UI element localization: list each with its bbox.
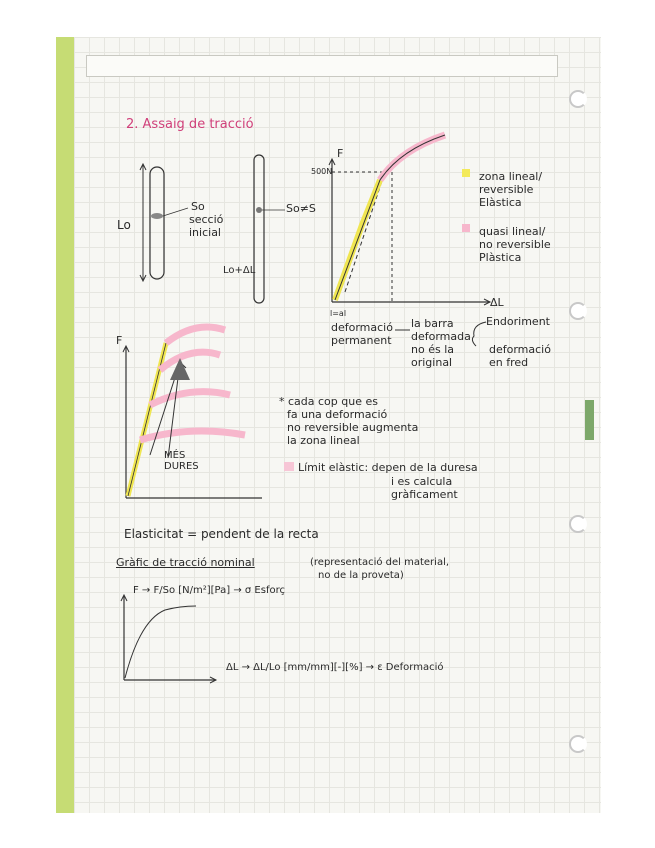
chart-2-note: la zona lineal <box>287 434 360 447</box>
rod-1-desc: inicial <box>189 226 221 239</box>
chart-1-origin: l=al <box>330 309 347 318</box>
elastic-limit: gràficament <box>391 488 458 501</box>
deformation-left: permanent <box>331 334 392 347</box>
deformation-right-bot: deformació <box>489 343 551 356</box>
chart-2-arrow-label: MÉS <box>164 450 186 461</box>
chart-1-x-label: ΔL <box>490 296 504 309</box>
chart-1-tick: 500N <box>311 167 333 176</box>
legend-linear: Elàstica <box>479 196 522 209</box>
chart-1-y-label: F <box>337 147 344 160</box>
chart-2-arrow-label: DURES <box>164 461 199 472</box>
elasticity-line: Elasticitat = pendent de la recta <box>124 527 319 541</box>
deformation-mid: original <box>411 356 453 369</box>
rod-2-area: So≠S <box>286 202 316 215</box>
nominal-y-formula: F → F/So [N/m²][Pa] → σ Esforç <box>133 585 285 596</box>
chart-2-note: fa una deformació <box>287 408 388 421</box>
chart-1-stress-strain <box>329 135 490 305</box>
deformation-right-top: Endoriment <box>486 315 550 328</box>
legend-plastic: quasi lineal/ <box>479 225 546 238</box>
chart-3-nominal <box>121 595 216 683</box>
deformation-mid: deformada <box>411 330 471 343</box>
legend-plastic: Plàstica <box>479 251 522 264</box>
rod-2-length: Lo+ΔL <box>223 265 256 276</box>
rod-1-drawing <box>140 164 188 281</box>
chart-2-note: no reversible augmenta <box>287 421 419 434</box>
chart-2-hardening <box>123 327 294 498</box>
deformation-mid: no és la <box>411 343 454 356</box>
deformation-right-bot: en fred <box>489 356 529 369</box>
legend-linear: zona lineal/ <box>479 170 543 183</box>
page-title: 2. Assaig de tracció <box>126 117 254 132</box>
chart-2-y-label: F <box>116 334 123 347</box>
deformation-mid: la barra <box>411 317 454 330</box>
legend-plastic: no reversible <box>479 238 551 251</box>
rod-1-length: Lo <box>117 218 131 232</box>
legend-linear: reversible <box>479 183 534 196</box>
rod-2-drawing <box>254 155 285 303</box>
chart-2-note: * cada cop que es <box>279 395 378 408</box>
elastic-limit: i es calcula <box>391 475 453 488</box>
elastic-limit: Límit elàstic: depen de la duresa <box>298 461 478 474</box>
nominal-paren: no de la proveta) <box>318 570 404 581</box>
nominal-paren: (representació del material, <box>310 557 450 568</box>
rod-1-area: So <box>191 200 205 213</box>
rod-1-desc: secció <box>189 213 224 226</box>
nominal-title: Gràfic de tracció nominal <box>116 556 255 569</box>
deformation-left: deformació <box>331 321 393 334</box>
nominal-x-formula: ΔL → ΔL/Lo [mm/mm][-][%] → ε Deformació <box>226 662 444 673</box>
